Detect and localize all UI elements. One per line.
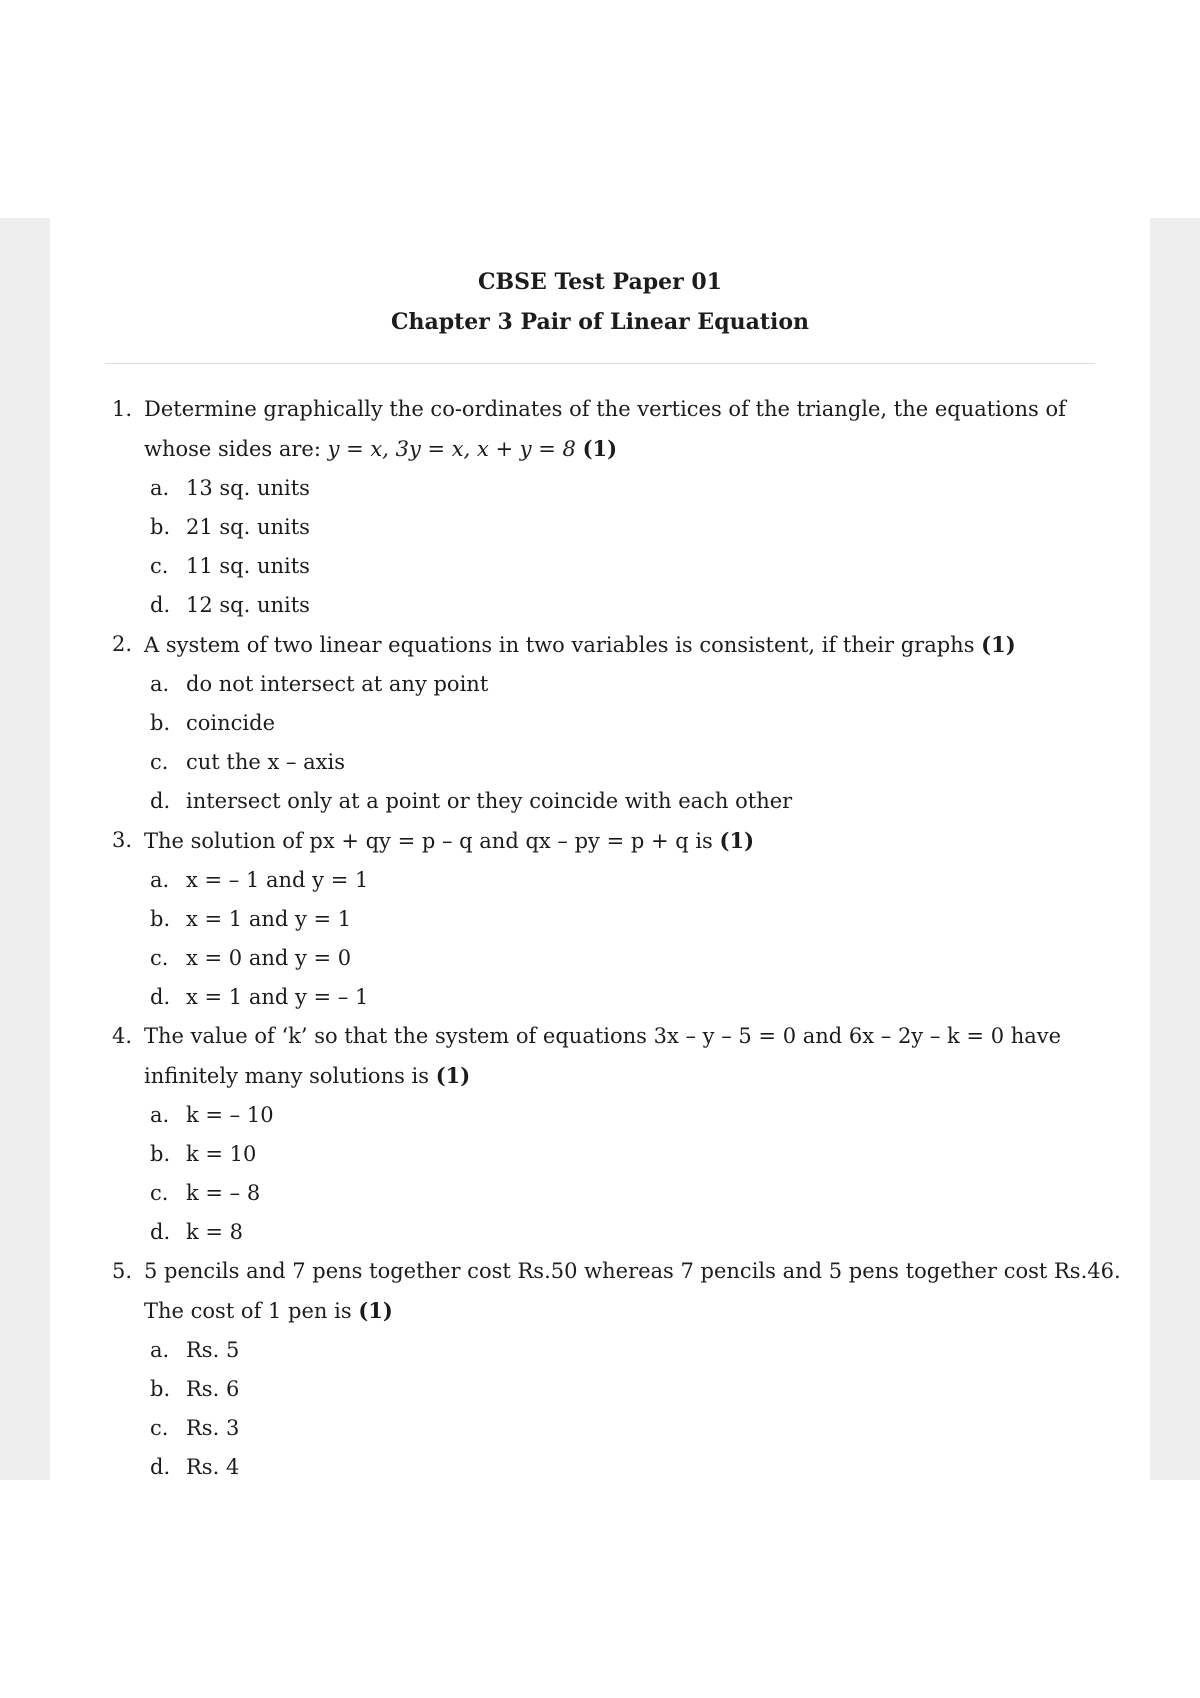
question-text-part: Determine graphically the co-ordinates of the vertices of the triangle, the equations of whose sides are: [144,397,1066,461]
question-list [112,390,1122,1480]
option-letter: a. [150,476,170,500]
option-c [144,939,1122,978]
question-number: 5. [112,1259,133,1283]
option-letter: a. [150,1103,170,1127]
question-body: A system of two linear equations in two variables is consistent, if their graphs [144,633,975,657]
option-letter: a. [150,672,170,696]
option-d [144,978,1122,1017]
option-letter: d. [150,985,171,1009]
question-body: The value of ‘k’ so that the system of equations 3x – y – 5 = 0 and 6x – 2y – k = 0 have infinitely many solutions is [144,1024,1062,1088]
option-text: 13 sq. units [186,476,310,500]
option-a [144,1096,1122,1135]
spacer-text [576,437,583,461]
question-3 [112,821,1122,1017]
question-number: 2. [112,632,133,656]
question-number: 4. [112,1024,133,1048]
option-c [144,743,1122,782]
option-b [144,508,1122,547]
question-number: 3. [112,828,133,852]
option-list [112,1096,1122,1252]
option-text: cut the x – axis [186,750,346,774]
option-text: x = – 1 and y = 1 [186,868,369,892]
option-text: x = 0 and y = 0 [186,946,352,970]
viewer-margin-left [0,218,50,1480]
option-text: k = – 8 [186,1181,261,1205]
option-b [144,1370,1122,1409]
option-text: intersect only at a point or they coincide with each other [186,789,793,813]
option-letter: c. [150,946,169,970]
question-marks: (1) [719,828,755,853]
question-text [144,821,1122,861]
option-text: k = 8 [186,1220,244,1244]
option-letter: b. [150,1142,171,1166]
question-text [144,1017,1122,1096]
option-text: Rs. 6 [186,1377,240,1401]
option-text: Rs. 5 [186,1338,240,1362]
question-number: 1. [112,397,133,421]
option-c [144,547,1122,586]
option-letter: c. [150,1416,169,1440]
option-text: x = 1 and y = 1 [186,907,352,931]
option-letter: b. [150,1377,171,1401]
option-list [112,1331,1122,1480]
header-divider [105,363,1095,364]
option-letter: c. [150,554,169,578]
question-text [144,1252,1122,1331]
option-text: 21 sq. units [186,515,310,539]
option-letter: d. [150,789,171,813]
viewer-margin-right [1150,218,1200,1480]
option-d [144,782,1122,821]
option-text: 12 sq. units [186,593,310,617]
question-1 [112,390,1122,625]
option-list [112,469,1122,625]
option-text: Rs. 4 [186,1455,240,1479]
page-header [50,268,1150,336]
document-page [50,218,1150,1480]
option-list [112,665,1122,821]
question-2 [112,625,1122,821]
option-text: x = 1 and y = – 1 [186,985,369,1009]
option-letter: a. [150,868,170,892]
option-letter: b. [150,711,171,735]
question-text [144,390,1122,469]
option-c [144,1409,1122,1448]
question-body: The solution of px + qy = p – q and qx – py = p + q is [144,829,713,853]
option-a [144,469,1122,508]
option-text: k = – 10 [186,1103,274,1127]
option-letter: a. [150,1338,170,1362]
option-text: 11 sq. units [186,554,310,578]
option-letter: c. [150,750,169,774]
question-text [144,625,1122,665]
option-text: Rs. 3 [186,1416,240,1440]
page-title: CBSE Test Paper 01 [478,269,722,295]
option-b [144,1135,1122,1174]
question-4 [112,1017,1122,1252]
question-marks: (1) [582,436,618,461]
question-body: 5 pencils and 7 pens together cost Rs.50 whereas 7 pencils and 5 pens together cost Rs.46. The cost of 1 pen is [144,1259,1121,1323]
option-d [144,586,1122,625]
option-a [144,1331,1122,1370]
page-subtitle: Chapter 3 Pair of Linear Equation [390,309,810,335]
option-letter: c. [150,1181,169,1205]
option-letter: b. [150,907,171,931]
option-a [144,861,1122,900]
equation-text: y = x, 3y = x, x + y = 8 [327,437,576,461]
option-text: coincide [186,711,275,735]
option-c [144,1174,1122,1213]
option-letter: d. [150,1455,171,1479]
option-letter: b. [150,515,171,539]
option-list [112,861,1122,1017]
question-5 [112,1252,1122,1480]
option-a [144,665,1122,704]
question-marks: (1) [358,1298,393,1323]
option-letter: d. [150,1220,171,1244]
option-d [144,1448,1122,1480]
option-text: k = 10 [186,1142,257,1166]
option-d [144,1213,1122,1252]
option-b [144,704,1122,743]
question-marks: (1) [981,632,1016,657]
question-marks: (1) [435,1063,471,1088]
option-text: do not intersect at any point [186,672,489,696]
option-letter: d. [150,593,171,617]
option-b [144,900,1122,939]
